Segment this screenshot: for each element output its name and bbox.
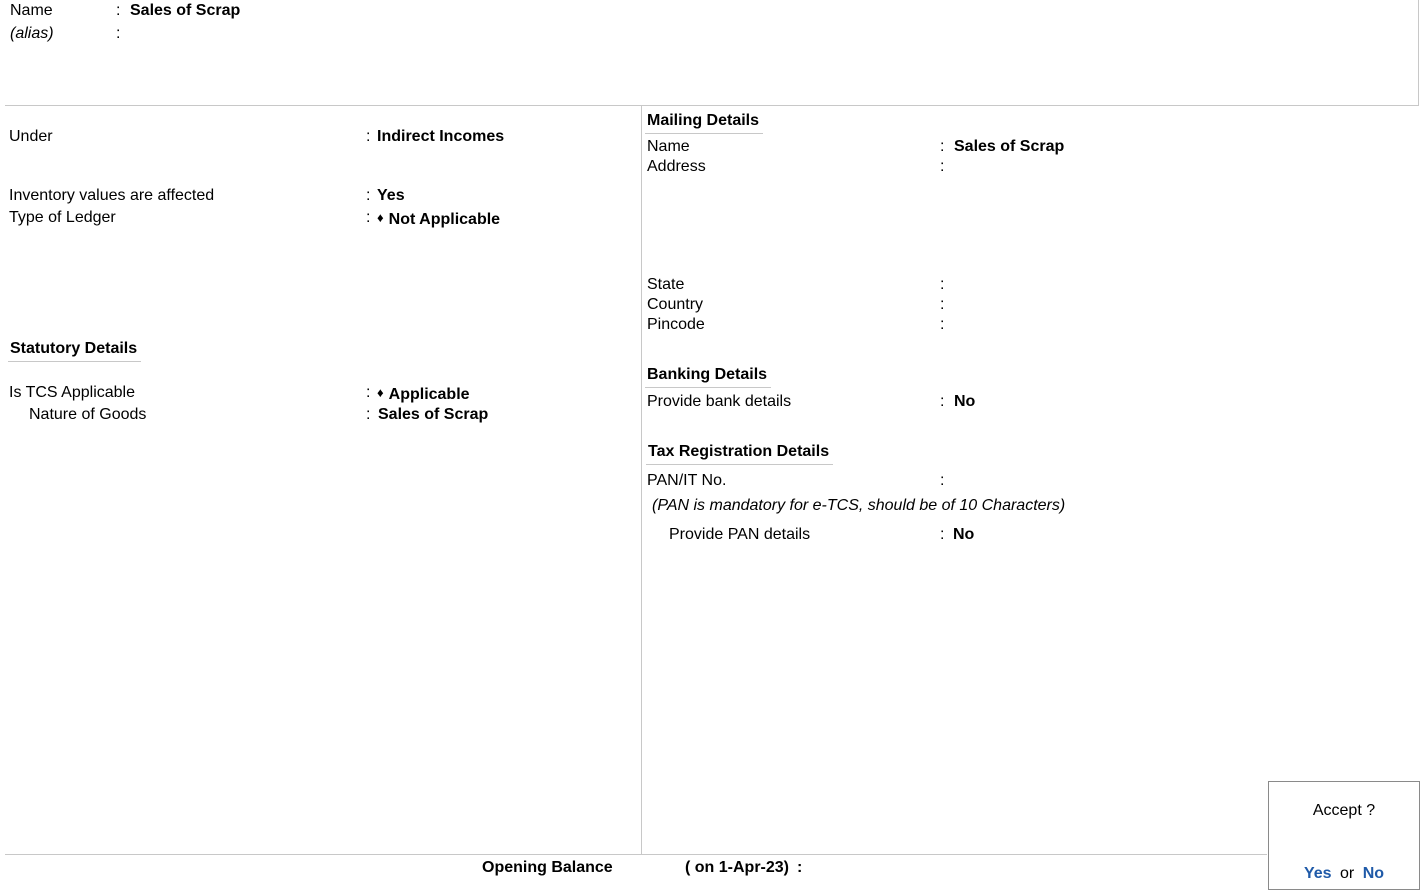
pincode-label: Pincode bbox=[647, 316, 705, 333]
opening-balance-date: ( on 1-Apr-23) bbox=[685, 859, 789, 876]
pan-details-label: Provide PAN details bbox=[669, 526, 811, 543]
type-separator: : bbox=[366, 209, 371, 226]
alias-separator: : bbox=[116, 25, 121, 42]
pan-label: PAN/IT No. bbox=[647, 472, 727, 489]
pan-separator: : bbox=[940, 472, 945, 489]
name-separator: : bbox=[116, 2, 121, 19]
tcs-separator: : bbox=[366, 384, 371, 401]
pan-details-value[interactable]: No bbox=[953, 526, 975, 543]
inventory-separator: : bbox=[366, 187, 371, 204]
right-edge-divider bbox=[1418, 0, 1419, 105]
mailing-name-value[interactable]: Sales of Scrap bbox=[954, 138, 1065, 155]
opening-balance-separator: : bbox=[797, 859, 803, 876]
nature-of-goods-label: Nature of Goods bbox=[29, 406, 147, 423]
nature-of-goods-value[interactable]: Sales of Scrap bbox=[378, 406, 489, 423]
under-value[interactable]: Indirect Incomes bbox=[377, 128, 505, 145]
accept-yes-button[interactable]: Yes bbox=[1303, 865, 1332, 882]
pan-details-separator: : bbox=[940, 526, 945, 543]
under-separator: : bbox=[366, 128, 371, 145]
type-of-ledger-field[interactable] bbox=[377, 208, 500, 230]
mailing-name-label: Name bbox=[647, 138, 690, 155]
banking-details-title: Banking Details bbox=[645, 365, 771, 388]
accept-or-text: or bbox=[1340, 865, 1355, 882]
address-label: Address bbox=[647, 158, 706, 175]
pan-note: (PAN is mandatory for e-TCS, should be of 10 Characters) bbox=[652, 497, 1066, 514]
name-label: Name bbox=[10, 2, 53, 19]
opening-balance-input[interactable] bbox=[812, 858, 1012, 878]
tax-registration-title: Tax Registration Details bbox=[646, 442, 833, 465]
accept-question: Accept ? bbox=[1312, 802, 1376, 819]
type-of-ledger-value: Not Applicable bbox=[388, 211, 501, 228]
tcs-applicable-label: Is TCS Applicable bbox=[9, 384, 135, 401]
statutory-details-title: Statutory Details bbox=[8, 339, 141, 362]
tcs-applicable-field[interactable] bbox=[377, 383, 470, 405]
under-label: Under bbox=[9, 128, 53, 145]
pan-input[interactable] bbox=[954, 471, 1254, 491]
accept-choices bbox=[1269, 864, 1419, 884]
inventory-label: Inventory values are affected bbox=[9, 187, 215, 204]
type-of-ledger-label: Type of Ledger bbox=[9, 209, 116, 226]
mailing-name-separator: : bbox=[940, 138, 945, 155]
alias-input[interactable] bbox=[130, 24, 430, 44]
bank-details-label: Provide bank details bbox=[647, 393, 792, 410]
address-separator: : bbox=[940, 158, 945, 175]
diamond-icon: ♦ bbox=[377, 210, 384, 225]
pincode-separator: : bbox=[940, 316, 945, 333]
bank-details-separator: : bbox=[940, 393, 945, 410]
opening-balance-label: Opening Balance bbox=[482, 859, 613, 876]
pincode-input[interactable] bbox=[954, 315, 1254, 335]
state-input[interactable] bbox=[954, 275, 1254, 295]
state-label: State bbox=[647, 276, 685, 293]
footer-divider bbox=[5, 854, 1267, 855]
diamond-icon: ♦ bbox=[377, 385, 384, 400]
bank-details-value[interactable]: No bbox=[954, 393, 976, 410]
inventory-value[interactable]: Yes bbox=[377, 187, 405, 204]
country-label: Country bbox=[647, 296, 704, 313]
state-separator: : bbox=[940, 276, 945, 293]
mailing-details-title: Mailing Details bbox=[645, 111, 763, 134]
address-input[interactable] bbox=[954, 157, 1354, 257]
country-input[interactable] bbox=[954, 295, 1254, 315]
accept-no-button[interactable]: No bbox=[1362, 865, 1385, 882]
tcs-applicable-value: Applicable bbox=[388, 386, 470, 403]
country-separator: : bbox=[940, 296, 945, 313]
header-divider bbox=[5, 105, 1419, 106]
nature-separator: : bbox=[366, 406, 371, 423]
column-divider bbox=[641, 106, 642, 854]
accept-dialog bbox=[1268, 781, 1420, 890]
alias-label: (alias) bbox=[10, 25, 54, 42]
ledger-name-value[interactable]: Sales of Scrap bbox=[130, 2, 241, 19]
